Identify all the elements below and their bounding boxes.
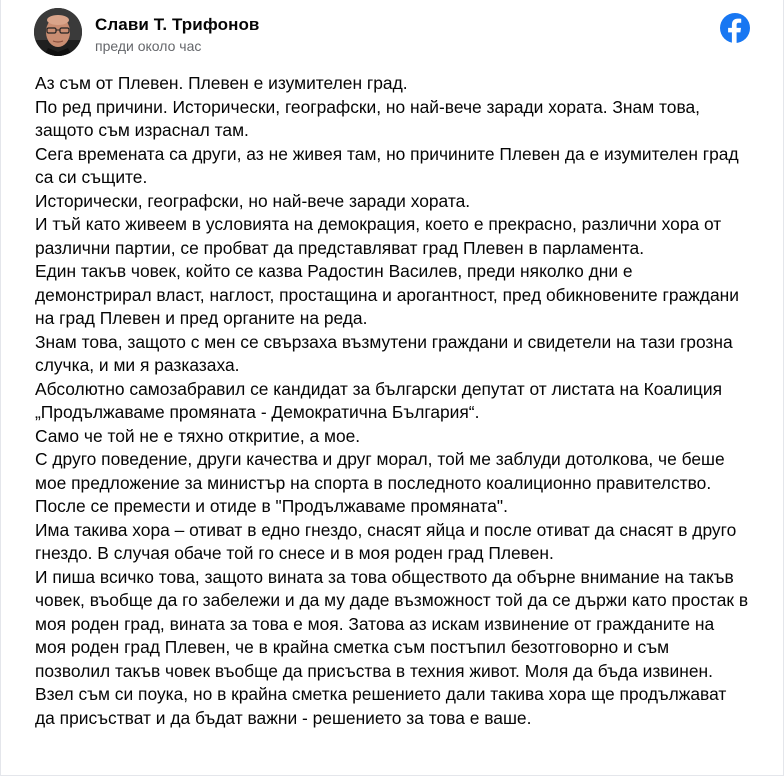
post-line: моя роден град Плевен, че в крайна сметка съм постъпил безотговорно и съм xyxy=(35,637,670,657)
post-line: мое предложение за министър на спорта в последното коалиционно правителство. xyxy=(35,472,712,493)
post-line: демонстрирал власт, наглост, простащина и арогантност, пред обикновените граждани xyxy=(35,284,739,305)
post-line: случка, и ми я разказаха. xyxy=(35,355,240,375)
post-line: Знам това, защото с мен се свързаха възмутени граждани и свидетели на тази грозна xyxy=(35,331,733,352)
post-line: Исторически, географски, но най-вече заради хората. xyxy=(35,190,471,211)
facebook-logo-icon[interactable] xyxy=(719,12,751,44)
author-name[interactable]: Слави Т. Трифонов xyxy=(95,15,260,34)
post-line: човек, въобще да го забележи и да му даде възможност той да се държи като простак в xyxy=(35,590,749,610)
profile-photo-icon xyxy=(34,8,82,56)
post-line: Има такива хора – отиват в едно гнездо, снасят яйца и после отиват да снасят в друго xyxy=(35,519,737,540)
post-timestamp[interactable]: преди около час xyxy=(95,38,202,54)
post-line: Сега времената са други, аз не живея там, но причините Плевен да е изумителен град xyxy=(35,143,739,164)
post-line: позволил такъв човек въобще да присъства в техния живот. Моля да бъда извинен. xyxy=(35,660,713,681)
post-line: са си същите. xyxy=(35,167,148,187)
post-line: „Продължаваме промяната - Демократична България“. xyxy=(35,402,480,422)
author-avatar[interactable] xyxy=(34,8,82,56)
post-line: После се премести и отиде в "Продължаваме промяната". xyxy=(35,496,508,516)
post-line: на град Плевен и пред органите на реда. xyxy=(35,308,368,328)
post-line: И пиша всичко това, защото вината за това обществото да обърне внимание на такъв xyxy=(35,566,734,587)
post-header xyxy=(34,8,763,58)
post-line: Абсолютно самозабравил се кандидат за български депутат от листата на Коалиция xyxy=(35,378,722,399)
post-line: защото съм израснал там. xyxy=(35,120,249,140)
post-line: Аз съм от Плевен. Плевен е изумителен град. xyxy=(35,73,408,93)
post-line: моя роден град, вината за това е моя. Затова аз искам извинение от гражданите на xyxy=(35,613,715,634)
post-line: да присъстват и да бъдат важни - решението за това е ваше. xyxy=(35,707,532,728)
post-line: Само че той не е тяхно откритие, а мое. xyxy=(35,425,361,446)
post-line: различни партии, се пробват да представляват град Плевен в парламента. xyxy=(35,237,645,258)
post-line: Един такъв човек, който се казва Радостин Василев, преди няколко дни е xyxy=(35,261,633,281)
post-body xyxy=(35,72,771,730)
post-line: И тъй като живеем в условията на демокрация, което е прекрасно, различни хора от xyxy=(35,214,722,234)
post-line: С друго поведение, други качества и друг морал, той ме заблуди дотолкова, че беше xyxy=(35,449,725,469)
post-line: Взел съм си поука, но в крайна сметка решението дали такива хора ще продължават xyxy=(35,684,727,704)
post-line: По ред причини. Исторически, географски, но най-вече заради хората. Знам това, xyxy=(35,96,700,117)
post-line: гнездо. В случая обаче той го снесе и в моя роден град Плевен. xyxy=(35,543,554,563)
